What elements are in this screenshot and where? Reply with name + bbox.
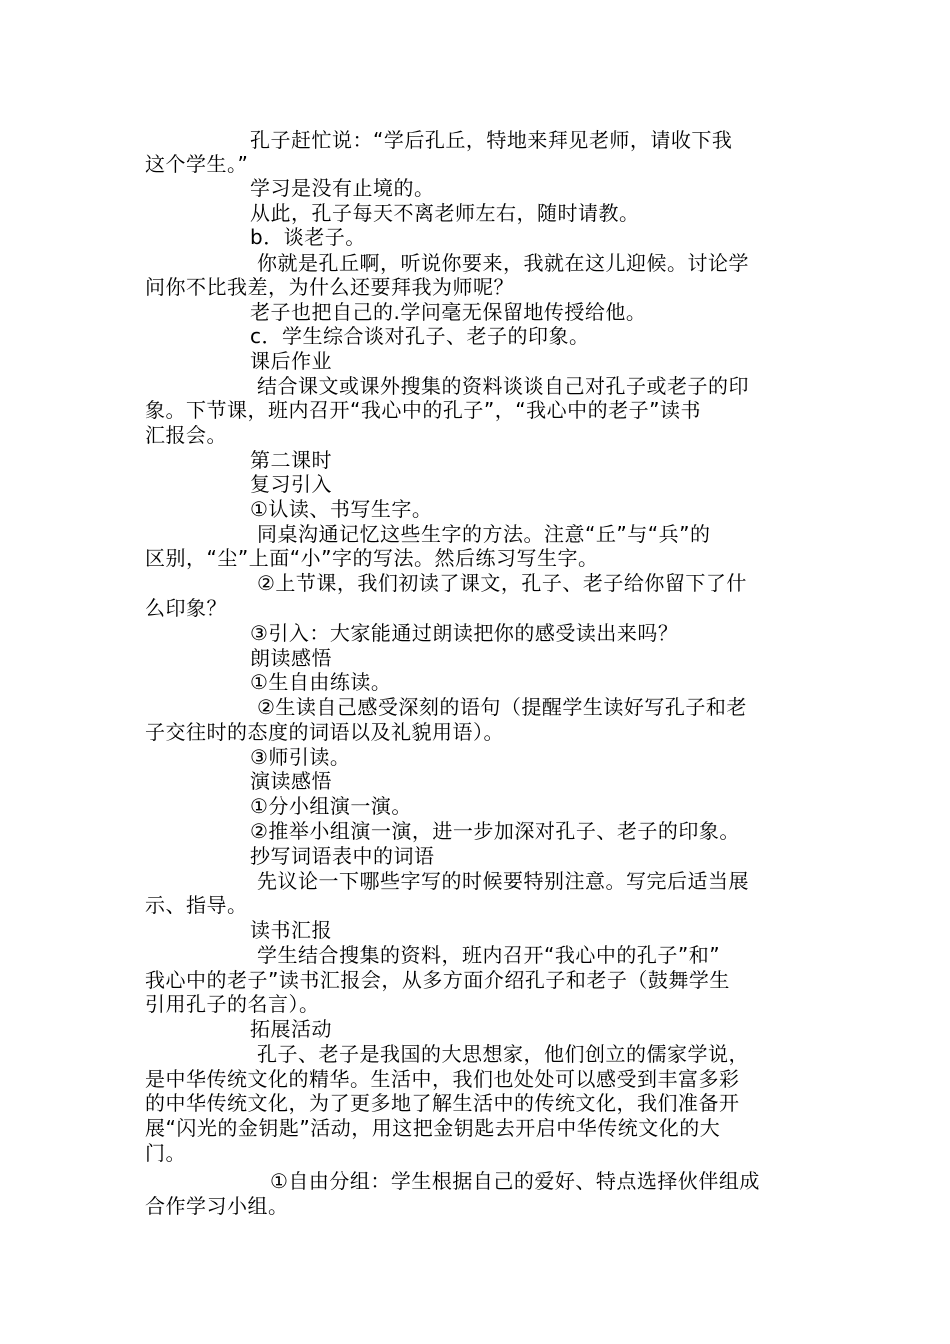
paragraph-line: 学生结合搜集的资料，班内召开“我心中的孔子”和” xyxy=(257,943,721,967)
paragraph-line: 汇报会。 xyxy=(145,423,227,447)
section-heading: 读书汇报 xyxy=(250,918,332,942)
section-heading: c．学生综合谈对孔子、老子的印象。 xyxy=(250,324,590,348)
section-heading: 朗读感悟 xyxy=(250,646,332,670)
paragraph-line: 孔子赶忙说：“学后孔丘，特地来拜见老师，请收下我 xyxy=(250,128,733,152)
paragraph-line: 引用孔子的名言）。 xyxy=(145,992,320,1016)
section-heading: 抄写词语表中的词语 xyxy=(250,844,435,868)
section-heading: 课后作业 xyxy=(250,349,332,373)
paragraph-line: 你就是孔丘啊，听说你要来，我就在这儿迎候。讨论学 xyxy=(257,251,749,275)
paragraph-line: 学习是没有止境的。 xyxy=(250,176,435,200)
paragraph-line: 的中华传统文化，为了更多地了解生活中的传统文化，我们准备开 xyxy=(145,1091,740,1115)
paragraph-line: 老子也把自己的.学问毫无保留地传授给他。 xyxy=(250,300,647,324)
paragraph-line: 么印象？ xyxy=(145,596,227,620)
paragraph-line: 门。 xyxy=(145,1141,186,1165)
section-heading: 演读感悟 xyxy=(250,769,332,793)
paragraph-line: 从此，孔子每天不离老师左右，随时请教。 xyxy=(250,201,640,225)
paragraph-line: 子交往时的态度的词语以及礼貌用语）。 xyxy=(145,720,504,744)
paragraph-line: 先议论一下哪些字写的时候要特别注意。写完后适当展 xyxy=(257,869,749,893)
paragraph-line: 展“闪光的金钥匙”活动，用这把金钥匙去开启中华传统文化的大 xyxy=(145,1116,721,1140)
paragraph-line: 象。下节课，班内召开“我心中的孔子”，“我心中的老子”读书 xyxy=(145,398,701,422)
paragraph-line: ②生读自己感受深刻的语句（提醒学生读好写孔子和老 xyxy=(257,695,747,719)
paragraph-line: ①生自由练读。 xyxy=(250,670,392,694)
paragraph-line: ①自由分组：学生根据自己的爱好、特点选择伙伴组成 xyxy=(270,1169,760,1193)
paragraph-line: 这个学生。” xyxy=(145,152,249,176)
paragraph-line: 合作学习小组。 xyxy=(145,1194,289,1218)
paragraph-line: 示、指导。 xyxy=(145,893,248,917)
paragraph-line: ③引入：大家能通过朗读把你的感受读出来吗？ xyxy=(250,621,679,645)
paragraph-line: ②推举小组演一演，进一步加深对孔子、老子的印象。 xyxy=(250,819,740,843)
paragraph-line: 同桌沟通记忆这些生字的方法。注意“丘”与“兵”的 xyxy=(257,522,711,546)
section-heading: b．谈老子。 xyxy=(250,225,366,249)
paragraph-line: 结合课文或课外搜集的资料谈谈自己对孔子或老子的印 xyxy=(257,374,749,398)
paragraph-line: ③师引读。 xyxy=(250,745,351,769)
paragraph-line: 我心中的老子”读书汇报会，从多方面介绍孔子和老子（鼓舞学生 xyxy=(145,968,730,992)
paragraph-line: ①分小组演一演。 xyxy=(250,794,412,818)
paragraph-line: 问你不比我差，为什么还要拜我为师呢？ xyxy=(145,275,514,299)
paragraph-line: 孔子、老子是我国的大思想家，他们创立的儒家学说， xyxy=(257,1042,749,1066)
paragraph-line: ②上节课，我们初读了课文，孔子、老子给你留下了什 xyxy=(257,571,747,595)
paragraph-line: 区别，“尘”上面“小”字的写法。然后练习写生字。 xyxy=(145,546,599,570)
section-heading: 拓展活动 xyxy=(250,1017,332,1041)
paragraph-line: ①认读、书写生字。 xyxy=(250,497,433,521)
section-heading: 第二课时 xyxy=(250,448,332,472)
paragraph-line: 是中华传统文化的精华。生活中，我们也处处可以感受到丰富多彩 xyxy=(145,1067,740,1091)
section-heading: 复习引入 xyxy=(250,472,332,496)
